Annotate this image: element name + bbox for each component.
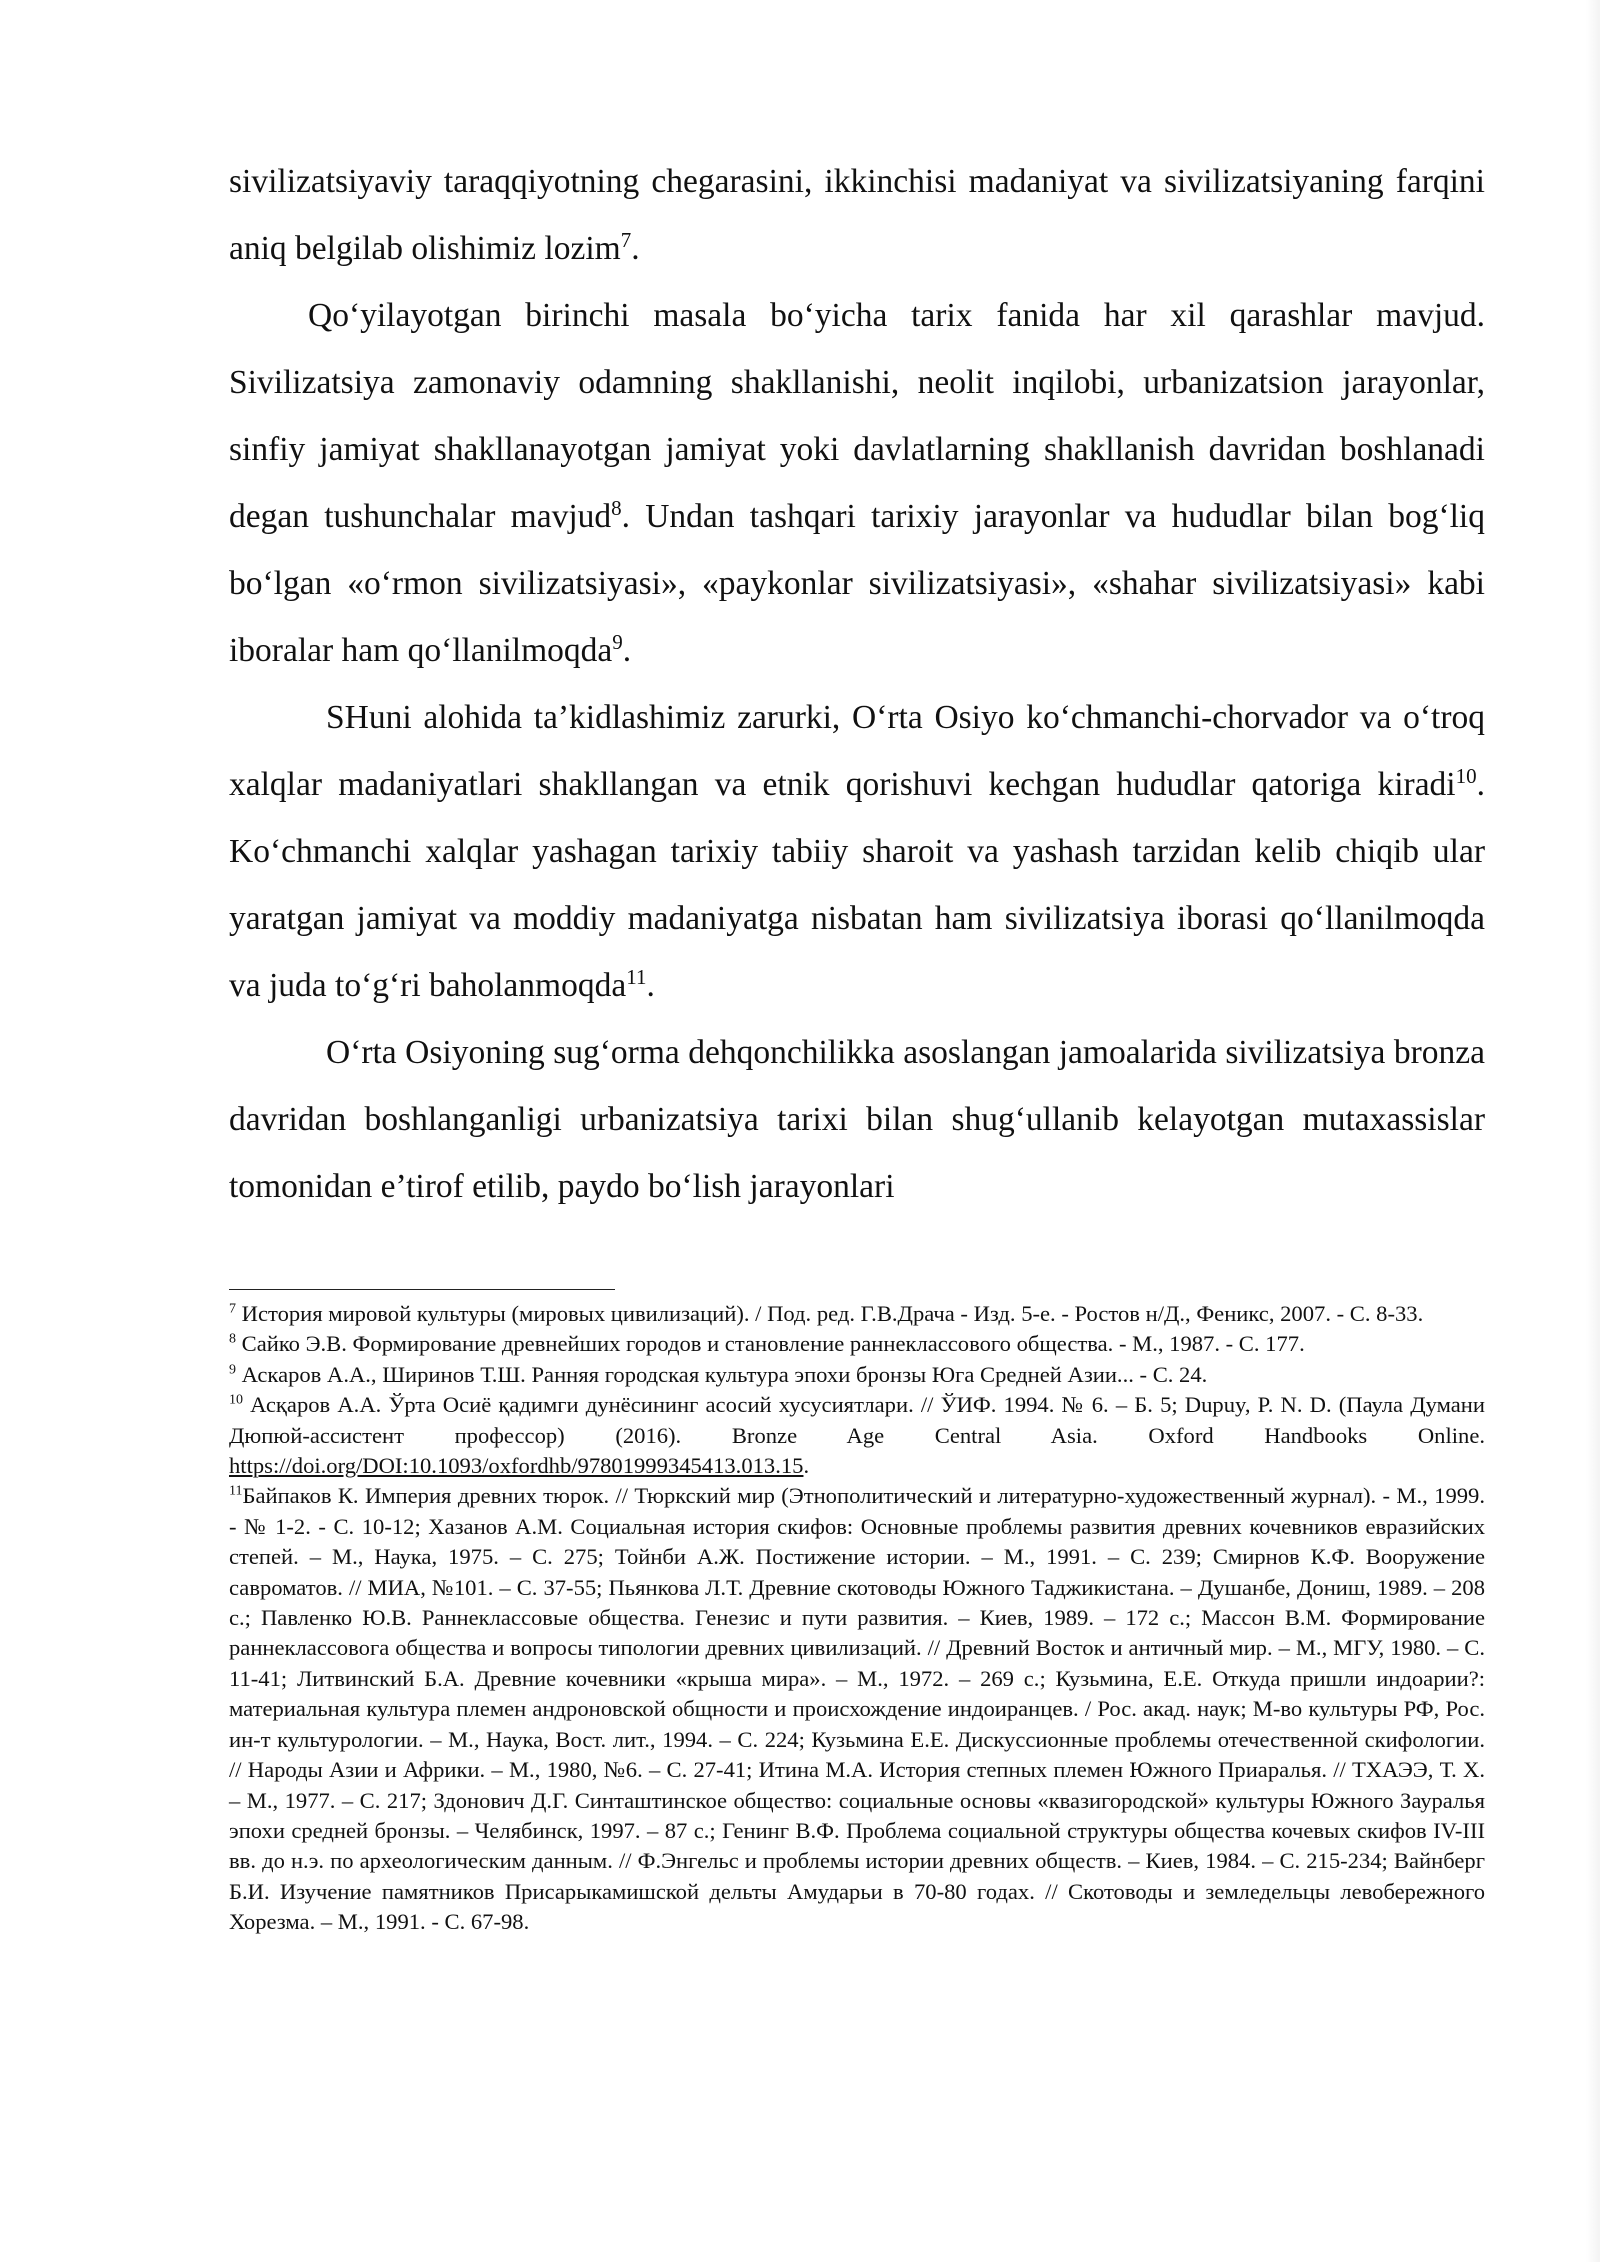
- footnote-separator: [229, 1289, 615, 1290]
- footnotes-section: [229, 1299, 1485, 1938]
- paragraph-1-text: sivilizatsiyaviy taraqqiyotning chegarasini, ikkinchisi madaniyat va sivilizatsiyaning farqini aniq belgilab olishimiz lozim: [229, 163, 1485, 267]
- paragraph-2-text-b: . Undan tashqari tarixiy jarayonlar va hududlar bilan bog‘liq bo‘lgan «o‘rmon sivilizatsiyasi», «paykonlar sivilizatsiyasi», «shahar sivilizatsiyasi» kabi iboralar ham qo‘llanilmoqda: [229, 498, 1485, 669]
- footnote-number: 7: [229, 1301, 236, 1317]
- footnote-text: Сайко Э.В. Формирование древнейших городов и становление раннеклассового общества. - М., 1987. - С. 177.: [236, 1331, 1305, 1357]
- footnote-ref-8[interactable]: 8: [611, 495, 622, 520]
- footnote-text: Аскаров А.А., Ширинов Т.Ш. Ранняя городская культура эпохи бронзы Юга Средней Азии... - С. 24.: [236, 1361, 1208, 1387]
- footnote-9: [229, 1360, 1485, 1390]
- paragraph-3-text-b: . Ko‘chmanchi xalqlar yashagan tarixiy tabiiy sharoit va yashash tarzidan kelib chiqib ular yaratgan jamiyat va moddiy madaniyatga nisbatan ham sivilizatsiya iborasi qo‘llanilmoqda va juda to‘g‘ri baholanmoqda: [229, 766, 1485, 1004]
- paragraph-3: [229, 684, 1485, 1019]
- paragraph-2: [229, 282, 1485, 684]
- paragraph-4: [229, 1019, 1485, 1220]
- main-text: [229, 148, 1485, 1220]
- footnote-text: Асқаров А.А. Ўрта Осиё қадимги дунёсининг асосий хусусиятлари. // ЎИФ. 1994. № 6. – Б. 5; Dupuy, P. N. D. (Паула Думани Дюпюй-ассистент профессор) (2016). Bronze Age Central Asia. Oxford Handbooks Online.: [229, 1392, 1485, 1448]
- footnote-10: [229, 1390, 1485, 1481]
- footnote-number: 9: [229, 1362, 236, 1378]
- footnote-ref-9[interactable]: 9: [612, 629, 623, 654]
- footnote-ref-11[interactable]: 11: [626, 964, 647, 989]
- footnote-ref-10[interactable]: 10: [1455, 763, 1477, 788]
- footnote-7: [229, 1299, 1485, 1329]
- paragraph-3-end: .: [646, 967, 655, 1004]
- paragraph-2-text-a: Qo‘yilayotgan birinchi masala bo‘yicha tarix fanida har xil qarashlar mavjud. Sivilizatsiya zamonaviy odamning shakllanishi, neolit inqilobi, urbanizatsion jarayonlar, sinfiy jamiyat shakllanayotgan jamiyat yoki davlatlarning shakllanish davridan boshlanadi degan tushunchalar mavjud: [229, 297, 1485, 535]
- footnote-number: 8: [229, 1331, 236, 1347]
- footnote-11: [229, 1481, 1485, 1937]
- doi-link[interactable]: https://doi.org/DOI:10.1093/oxfordhb/97801999345413.013.15: [229, 1453, 804, 1479]
- footnote-text: Байпаков К. Империя древних тюрок. // Тюркский мир (Этнополитический и литературно-художественный журнал). - М., 1999. - № 1-2. - С. 10-12; Хазанов А.М. Социальная история скифов: Основные проблемы развития древних кочевников евразийских степей. – М., Наука, 1975. – С. 275; Тойнби А.Ж. Постижение истории. – М., 1991. – С. 239; Смирнов К.Ф. Вооружение савроматов. // МИА, №101. – С. 37-55; Пьянкова Л.Т. Древние скотоводы Южного Таджикистана. – Душанбе, Дониш, 1989. – 208 с.; Павленко Ю.В. Раннеклассовые общества. Генезис и пути развития. – Киев, 1989. – 172 с.; Массон В.М. Формирование раннеклассовога общества и вопросы типологии древних цивилизаций. // Древний Восток и античный мир. – М., МГУ, 1980. – С. 11-41; Литвинский Б.А. Древние кочевники «крыша мира». – М., 1972. – 269 с.; Кузьмина, Е.Е. Откуда пришли индоарии?: материальная культура племен андроновской общности и происхождение индоиранцев. / Рос. акад. наук; М-во культуры РФ, Рос. ин-т культурологии. – М., Наука, Вост. лит., 1994. – С. 224; Кузьмина Е.Е. Дискуссионные проблемы отечественной скифологии. // Народы Азии и Африки. – М., 1980, №6. – С. 27-41; Итина М.А. История степных племен Южного Приаралья. // ТХАЭЭ, Т. Х. – М., 1977. – С. 217; Здонович Д.Г. Синташтинское общество: социальные основы «квазигородской» культуры Южного Зауралья эпохи средней бронзы. – Челябинск, 1997. – 87 с.; Генинг В.Ф. Проблема социальной структуры общества кочевых скифов IV-III вв. до н.э. по археологическим данным. // Ф.Энгельс и проблемы истории древних обществ. – Киев, 1984. – С. 215-234; Вайнберг Б.И. Изучение памятников Присарыкамишской дельты Амударьи в 70-80 годах. // Скотоводы и земледельцы левобережного Хорезма. – М., 1991. - С. 67-98.: [229, 1483, 1485, 1935]
- footnote-number: 11: [229, 1483, 243, 1499]
- footnote-number: 10: [229, 1392, 243, 1408]
- paragraph-2-end: .: [622, 632, 632, 669]
- footnote-end: .: [803, 1453, 810, 1479]
- footnote-text: История мировой культуры (мировых цивилизаций). / Под. ред. Г.В.Драча - Изд. 5-е. - Ростов н/Д., Феникс, 2007. - С. 8-33.: [236, 1301, 1424, 1326]
- footnote-ref-7[interactable]: 7: [620, 227, 632, 252]
- paragraph-4-text: O‘rta Osiyoning sug‘orma dehqonchilikka asoslangan jamoalarida sivilizatsiya bronza davridan boshlanganligi urbanizatsiya tarixi bilan shug‘ullanib kelayotgan mutaxassislar tomonidan e’tirof etilib, paydo bo‘lish jarayonlari: [229, 1034, 1485, 1205]
- paragraph-3-text-a: SHuni alohida ta’kidlashimiz zarurki, O‘rta Osiyo ko‘chmanchi-chorvador va o‘troq xalqlar madaniyatlari shakllangan va etnik qorishuvi kechgan hududlar qatoriga kiradi: [229, 699, 1485, 803]
- footnote-8: [229, 1329, 1485, 1359]
- paragraph-1-end: .: [631, 230, 640, 267]
- page-edge-shadow: [1586, 0, 1600, 2262]
- paragraph-1: [229, 148, 1485, 282]
